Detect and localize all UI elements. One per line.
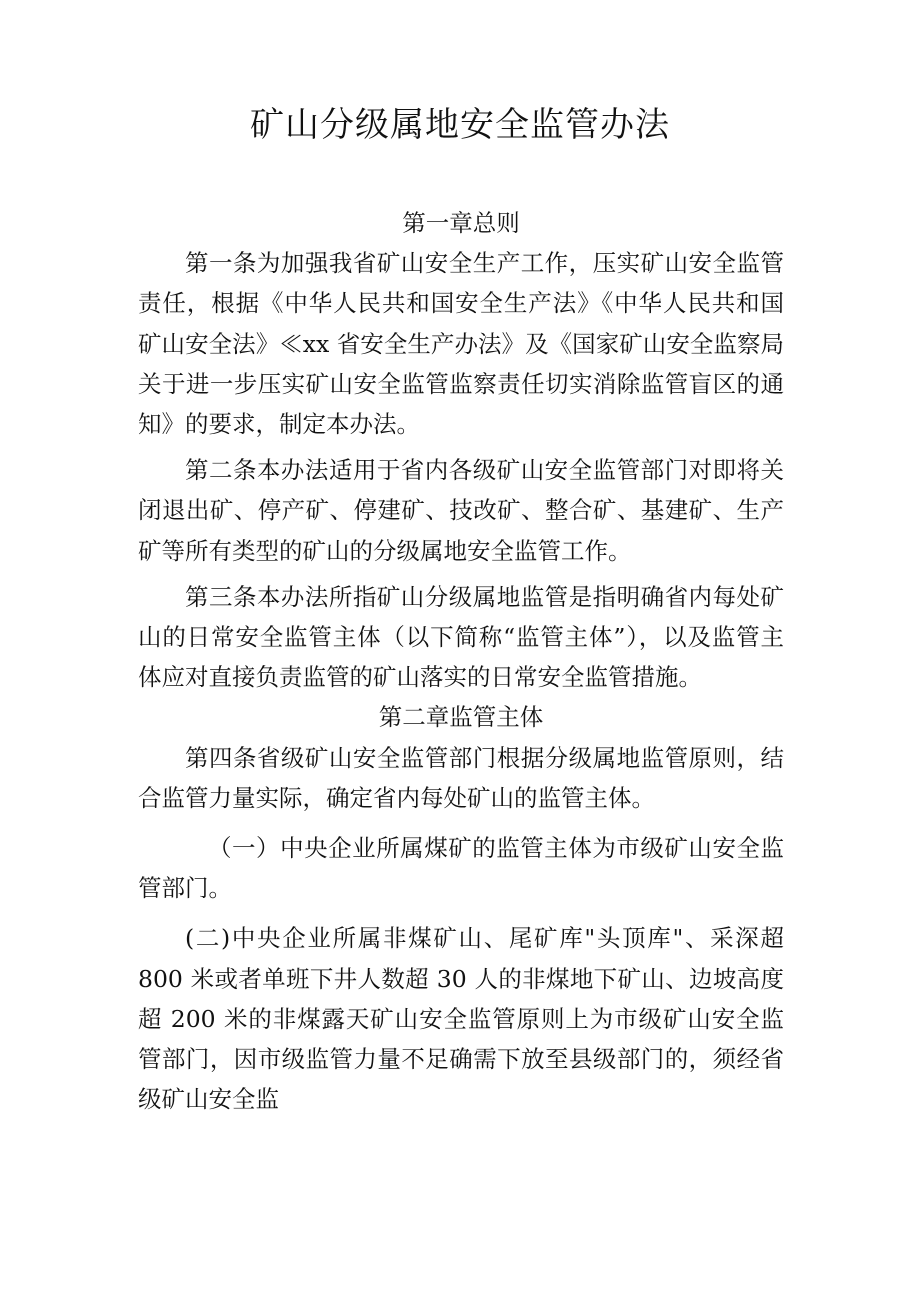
chapter-1-heading: 第一章总则 <box>402 209 520 237</box>
article-3: 第三条本办法所指矿山分级属地监管是指明确省内每处矿山的日常安全监管主体（以下简称“监管主体”），以及监管主体应对直接负责监管的矿山落实的日常安全监管措施。 <box>138 582 784 692</box>
article-2: 第二条本办法适用于省内各级矿山安全监管部门对即将关闭退出矿、停产矿、停建矿、技改矿、整合矿、基建矿、生产矿等所有类型的矿山的分级属地安全监管工作。 <box>138 456 784 565</box>
document-body <box>138 203 784 1119</box>
article-4-item-1: （一）中央企业所属煤矿的监管主体为市级矿山安全监管部门。 <box>138 834 784 903</box>
article-4: 第四条省级矿山安全监管部门根据分级属地监管原则，结合监管力量实际，确定省内每处矿山的监管主体。 <box>138 743 784 812</box>
article-1: 第一条为加强我省矿山安全生产工作，压实矿山安全监管责任，根据《中华人民共和国安全生产法》《中华人民共和国矿山安全法》≪xx 省安全生产办法》及《国家矿山安全监察局关于进一步压实矿山安全监管监察责任切实消除监管盲区的通知》的要求，制定本办法。 <box>138 249 784 439</box>
chapter-2-heading: 第二章监管主体 <box>378 703 544 732</box>
article-4-item-2: (二)中央企业所属非煤矿山、尾矿库"头顶库"、采深超 800 米或者单班下井人数超 30 人的非煤地下矿山、边坡高度超 200 米的非煤露天矿山安全监管原则上为市级矿山安全监管部门，因市级监管力量不足确需下放至县级部门的，须经省级矿山安全监 <box>138 924 784 1114</box>
document-title: 矿山分级属地安全监管办法 <box>250 105 670 145</box>
